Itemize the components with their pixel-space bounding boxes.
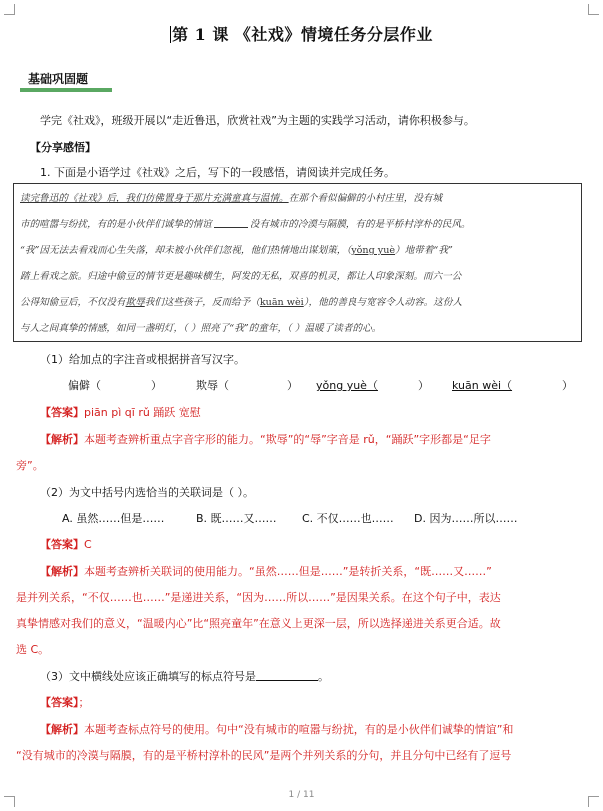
blank-item: 偏僻（ ） (68, 379, 162, 392)
text-cursor (170, 26, 171, 43)
section-underline (20, 88, 112, 92)
intro-text: 学完《社戏》，班级开展以“走近鲁迅，欣赏社戏”为主题的实践学习活动，请你积极参与。 (40, 114, 475, 127)
pinyin-blank: yǒng yuè (351, 245, 396, 256)
page-title: 第 1 课 《社戏》情境任务分层作业 (172, 25, 433, 44)
explanation-3: 【解析】本题考查标点符号的使用。句中“没有城市的喧嚣与纷扰，有的是小伙伴们诚挚的情谊”和 (40, 723, 514, 736)
pinyin-blank: kuān wèi (259, 297, 304, 308)
page-corner-mark (588, 4, 599, 15)
page-number: 1 / 11 (288, 790, 315, 800)
passage-underlined-sentence: 读完鲁迅的《社戏》后，我们仿佛置身于那片充满童真与温情。 (20, 193, 289, 204)
option-c: C. 不仅……也…… (302, 512, 394, 525)
answer-2: 【答案】C (40, 538, 92, 551)
answer-3: 【答案】； (40, 696, 90, 709)
question-1-3-prompt: （3）文中横线处应该正确填写的标点符号是 。 (40, 670, 329, 683)
part-label: 【分享感悟】 (30, 141, 96, 154)
option-b: B. 既……又…… (196, 512, 277, 525)
dotted-word: 欺辱 (125, 297, 145, 308)
blank-item: 欺辱（ ） (196, 379, 298, 392)
explanation-2: 【解析】本题考查辨析关联词的使用能力。“虽然……但是……”是转折关系，“既……又……” (40, 565, 492, 578)
answer-1: 【答案】piān pì qī rǔ 踊跃 宽慰 (40, 406, 201, 419)
explanation-1: 【解析】本题考查辨析重点字音字形的能力。“欺辱”的“辱”字音是 rǔ，“踊跃”字形都是“足字 (40, 433, 491, 446)
section-heading: 基础巩固题 (28, 72, 89, 86)
question-1-prompt: 1. 下面是小语学过《社戏》之后，写下的一段感悟，请阅读并完成任务。 (40, 166, 395, 179)
answer-blank (256, 670, 318, 681)
question-1-1-prompt: （1）给加点的字注音或根据拼音写汉字。 (40, 353, 245, 366)
blank-item: yǒng yuè（ ） (316, 379, 429, 392)
page-corner-mark (4, 4, 15, 15)
option-d: D. 因为……所以…… (414, 512, 518, 525)
punctuation-blank (214, 218, 248, 228)
reading-passage: 读完鲁迅的《社戏》后，我们仿佛置身于那片充满童真与温情。在那个看似偏僻的小村庄里，没有城 市的喧嚣与纷扰，有的是小伙伴们诚挚的情谊 没有城市的冷漠与隔膜，有的是平桥村淳朴的民风。 “我”因无法去看戏而心生失落，却未被小伙伴们忽视，他们热情地出谋划策，（yǒng yuè）地带着“我” 踏上看戏之旅。归途中偷豆的情节更是趣味横生，阿发的无私，双喜的机灵，都让人印象深刻。而六一公 公得知偷豆后，不仅没有欺辱我们这些孩子，反而给予（kuān wèi），他的善良与宽容令人动容。这份人 与人之间真挚的情感，如同一盏明灯，（ ）照亮了“我”的童年，（ ）温暖了读者的心。 (13, 183, 582, 342)
option-a: A. 虽然……但是…… (62, 512, 165, 525)
question-1-2-prompt: （2）为文中括号内选恰当的关联词是（ ）。 (40, 486, 254, 499)
blank-item: kuān wèi（ ） (452, 379, 574, 392)
